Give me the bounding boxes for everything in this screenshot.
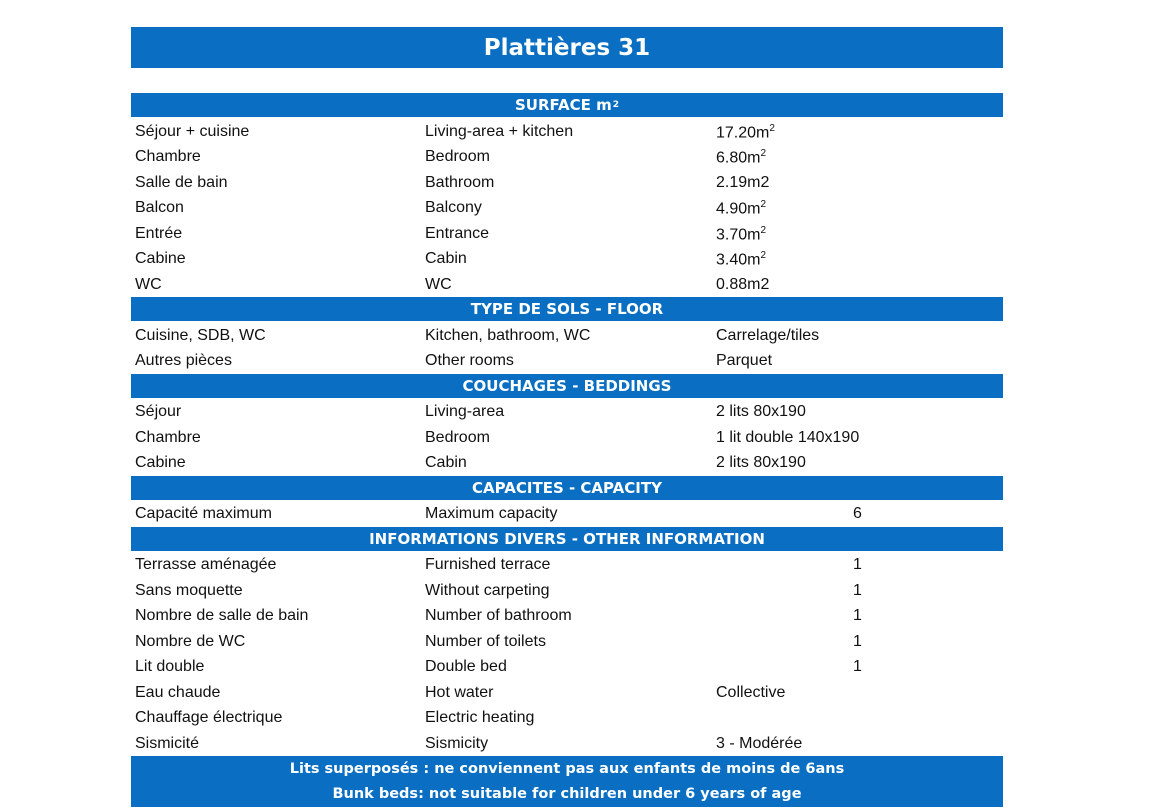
section-heading-superscript: 2 [612,100,620,110]
label-french: Chauffage électrique [135,709,283,726]
label-french: Chambre [135,148,201,165]
row-value-text: 2.19m2 [716,173,770,191]
label-french: Entrée [135,224,183,242]
row-value [716,199,766,218]
row-value [716,735,802,753]
label-english: Number of bathroom [425,607,572,624]
section-heading-text: SURFACE m [514,96,612,114]
label-english: Hot water [425,683,494,701]
row-value-superscript: 2 [760,148,767,159]
row-value-text: 1 lit double 140x190 [716,428,860,446]
label-french: Sans moquette [135,581,243,599]
label-english: Living-area [425,403,505,420]
row-value-superscript: 2 [760,224,767,236]
label-english: Double bed [425,658,507,675]
label-french: Sismicité [135,734,200,752]
label-english: Maximum capacity [425,505,558,522]
section-heading [131,297,1003,321]
row-value [716,225,766,244]
section-heading-text: INFORMATIONS DIVERS - OTHER INFORMATION [369,529,765,548]
row-value [716,429,859,447]
label-english: Entrance [425,224,490,242]
warning-footer [131,756,1003,807]
row-value-text: 2 lits 80x190 [716,454,806,471]
section-heading-text: TYPE DE SOLS - FLOOR [470,300,664,318]
table-row [131,629,1003,655]
row-value [716,276,769,294]
page-title: Plattières 31 [131,27,1003,68]
label-french: Balcon [135,199,184,216]
row-value-text: 4.90m [716,200,761,218]
row-value [716,684,785,702]
table-row [131,731,1003,757]
table-row [131,705,1003,731]
label-french: Terrasse aménagée [135,556,277,573]
warning-line-fr: Lits superposés : ne conviennent pas aux enfants de moins de 6ans [289,760,845,777]
row-value-superscript: 2 [760,199,767,210]
row-count: 1 [853,607,862,624]
row-value [716,174,769,192]
label-english: Other rooms [425,352,514,369]
label-french: Salle de bain [135,173,228,191]
table-row [131,603,1003,629]
row-value [716,250,766,269]
table-row [131,170,1003,196]
label-english: Living-area + kitchen [425,122,574,140]
label-english: Kitchen, bathroom, WC [425,326,591,344]
label-english: Sismicity [425,734,489,752]
section-heading [131,527,1003,551]
row-value [716,123,775,142]
label-english: WC [425,275,452,293]
row-value-text: 3.40m [716,251,761,269]
section-heading [131,93,1003,117]
row-value-text: 6.80m [716,149,761,167]
table-row [131,272,1003,298]
label-french: Cuisine, SDB, WC [135,326,266,344]
label-english: Cabin [425,250,467,267]
sections-container [131,93,1003,756]
label-french: Nombre de WC [135,632,246,650]
row-count: 1 [853,556,862,573]
label-english: Without carpeting [425,581,550,599]
section-heading-text: CAPACITES - CAPACITY [472,478,662,497]
section-heading [131,374,1003,398]
label-french: Cabine [135,250,186,267]
row-value-superscript: 2 [760,250,767,261]
row-value-superscript: 2 [769,122,775,134]
row-count: 6 [853,505,862,522]
label-french: Cabine [135,454,186,471]
table-row [131,221,1003,247]
table-row [131,144,1003,170]
section-heading [131,476,1003,500]
row-value [716,352,772,370]
row-count: 1 [853,632,862,650]
label-english: Furnished terrace [425,556,551,573]
table-row [131,501,1003,527]
row-value-text: Parquet [716,352,773,369]
row-value-text: 2 lits 80x190 [716,403,806,420]
table-row [131,680,1003,706]
warning-line-en: Bunk beds: not suitable for children under 6 years of age [332,785,802,802]
row-value-text: 0.88m2 [716,275,770,293]
table-row [131,450,1003,476]
row-value [716,403,806,421]
label-french: Nombre de salle de bain [135,607,309,624]
label-french: Eau chaude [135,683,221,701]
label-english: Bathroom [425,173,495,191]
row-value-text: 3 - Modérée [716,734,803,752]
section-heading-text: COUCHAGES - BEDDINGS [462,376,672,395]
label-french: Chambre [135,428,201,446]
label-french: Capacité maximum [135,505,272,522]
row-count: 1 [853,581,862,599]
table-row [131,348,1003,374]
table-row [131,119,1003,145]
row-value [716,454,806,472]
label-english: Bedroom [425,148,490,165]
table-row [131,195,1003,221]
table-row [131,323,1003,349]
table-row [131,552,1003,578]
label-english: Bedroom [425,428,490,446]
label-french: Séjour + cuisine [135,122,250,140]
row-value [716,327,819,345]
row-value-text: 17.20m [716,123,770,141]
row-count: 1 [853,658,862,675]
label-french: Lit double [135,658,205,675]
label-french: Séjour [135,403,182,420]
table-row [131,399,1003,425]
label-french: Autres pièces [135,352,232,369]
table-row [131,246,1003,272]
table-row [131,425,1003,451]
row-value-text: 3.70m [716,225,761,243]
label-french: WC [135,275,162,293]
label-english: Electric heating [425,709,535,726]
table-row [131,578,1003,604]
label-english: Balcony [425,199,482,216]
info-sheet [131,93,1003,807]
table-row [131,654,1003,680]
label-english: Cabin [425,454,467,471]
row-value [716,148,766,167]
row-value-text: Collective [716,683,786,701]
row-value-text: Carrelage/tiles [716,326,820,344]
label-english: Number of toilets [425,632,546,650]
